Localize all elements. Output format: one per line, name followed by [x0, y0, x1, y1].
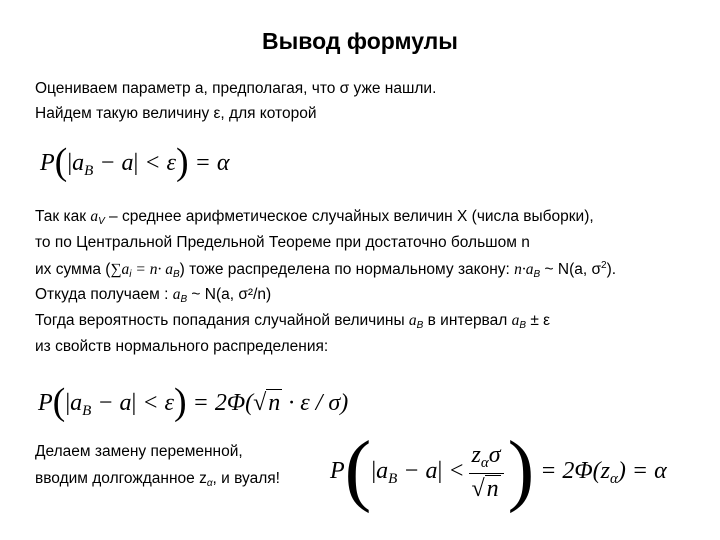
text-line-10: вводим долгожданное $z_\alpha$, и вуаля! [35, 470, 280, 489]
text-line-7: Тогда вероятность попадания случайной величины $a_B$ в интервал $a_B \pm \varepsilon$ [35, 312, 551, 331]
text-line-5: их сумма $(\sum a_i = n\cdot a_B)$ тоже распределена по нормальному закону: $n\cdot a_B$ ~ N(a, $\sigma^2$). [35, 260, 617, 280]
text-line-2: Найдем такую величину ε, для которой [35, 105, 317, 122]
text-line-1: Оцениваем параметр а, предполагая, что σ уже нашли. [35, 80, 437, 97]
text-line-4: то по Центральной Предельной Теореме при достаточно большом n [35, 234, 530, 251]
text-line-8: из свойств нормального распределения: [35, 338, 329, 355]
formula-laplace: $P(|a_B - a| < \varepsilon) = 2\Phi(√n \cdot \varepsilon / \sigma)$ [38, 381, 349, 423]
text-line-6: Откуда получаем : $a_B$ ~ N(a, σ²/n) [35, 286, 272, 305]
formula-probability-epsilon: $P(|a_B - a| < \varepsilon) = \alpha$ [40, 141, 230, 183]
formula-z-alpha: $P(|a_B - a|$ < $\frac{z_\alpha\sigma}{√n}$ ) = $2\Phi(z_\alpha) = \alpha$ [330, 426, 667, 514]
text-line-3: Так как $a_V$ – среднее арифметическое случайных величин X (числа выборки), [35, 208, 594, 227]
slide-title: Вывод формулы [262, 28, 458, 54]
text-line-9: Делаем замену переменной, [35, 443, 243, 460]
